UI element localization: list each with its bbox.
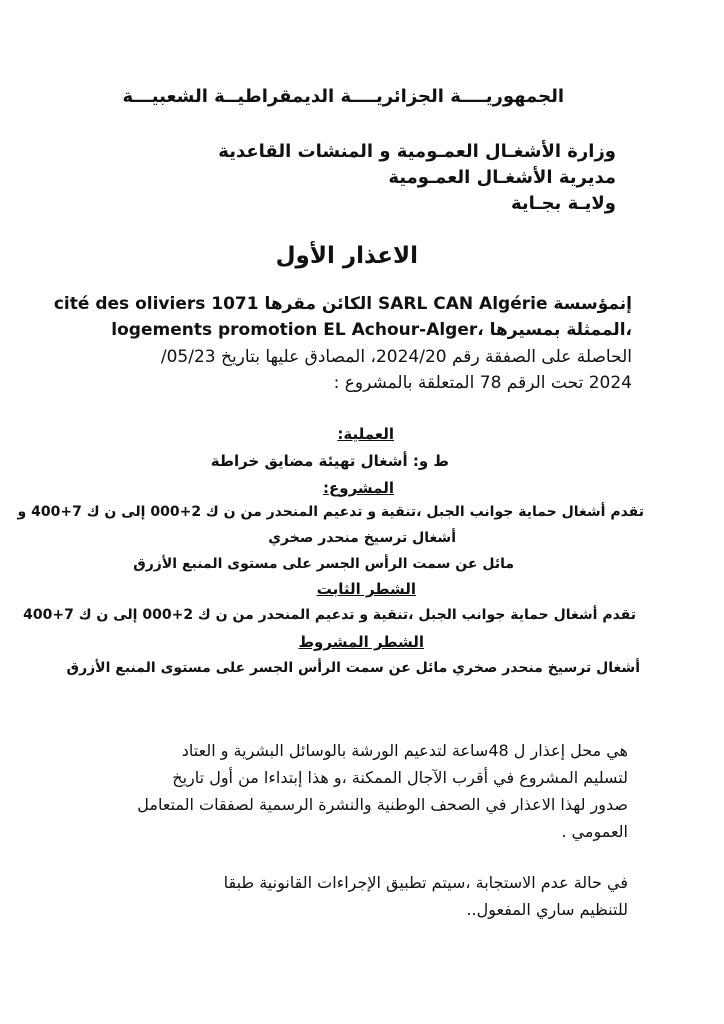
closing-line-1: في حالة عدم الاستجابة ،سيتم تطبيق الإجراءات القانونية طبقا bbox=[223, 873, 628, 892]
body-line-3: صدور لهذا الاعذار في الصحف الوطنية والنشرة الرسمية لصفقات المتعامل bbox=[137, 795, 628, 814]
conditional-tranche-label: الشطر المشروط bbox=[298, 633, 424, 651]
document-title: الاعذار الأول bbox=[275, 243, 418, 269]
body-line-4: العمومي . bbox=[561, 822, 628, 841]
republic-heading: الجمهوريــــة الجزائريــــة الديمقراطيــة الشعبيـــة bbox=[122, 86, 564, 107]
fixed-tranche-label: الشطر الثابت bbox=[316, 580, 416, 598]
intro-line-2: logements promotion EL Achour-Alger، الممثلة بمسيرها، bbox=[111, 320, 632, 340]
intro-line-3: الحاصلة على الصفقة رقم 2024/20، المصادق عليها بتاريخ 05/23/ bbox=[160, 347, 632, 367]
operation-text: ط و: أشغال تهيئة مضايق خراطة bbox=[210, 452, 449, 470]
body-line-1: هي محل إعذار ل 48ساعة لتدعيم الورشة بالوسائل البشرية و العتاد bbox=[181, 741, 628, 760]
fixed-tranche-text: تقدم أشغال حماية جوانب الجبل ،تنقية و تدعيم المنحدر من ن ك 2+000 إلى ن ك 7+400 bbox=[23, 607, 636, 623]
project-line-3: مائل عن سمت الرأس الجسر على مستوى المنبع الأزرق bbox=[133, 556, 514, 572]
intro-line-4: 2024 تحت الرقم 78 المتعلقة بالمشروع : bbox=[333, 373, 632, 393]
wilaya-name: ولايـة بجـاية bbox=[510, 193, 616, 214]
conditional-tranche-text: أشغال ترسيخ منحدر صخري مائل عن سمت الرأس الجسر على مستوى المنبع الأزرق bbox=[66, 660, 640, 676]
project-label: المشروع: bbox=[323, 479, 394, 497]
operation-label: العملية: bbox=[337, 425, 394, 443]
closing-line-2: للتنظيم ساري المفعول.. bbox=[466, 900, 628, 919]
ministry-name: وزارة الأشغـال العمـومية و المنشات القاعدية bbox=[218, 141, 616, 162]
project-line-1: تقدم أشغال حماية جوانب الجبل ،تنقية و تدعيم المنحدر من ن ك 2+000 إلى ن ك 7+400 و bbox=[17, 504, 644, 520]
body-line-2: لتسليم المشروع في أقرب الآجال الممكنة ،و هذا إبتداءا من أول تاريخ bbox=[172, 768, 628, 787]
directorate-name: مديرية الأشغـال العمـومية bbox=[388, 167, 616, 188]
intro-line-1: إنمؤسسة SARL CAN Algérie الكائن مقرها cité des oliviers 1071 bbox=[53, 294, 632, 314]
project-line-2: أشغال ترسيخ منحدر صخري bbox=[268, 530, 456, 546]
